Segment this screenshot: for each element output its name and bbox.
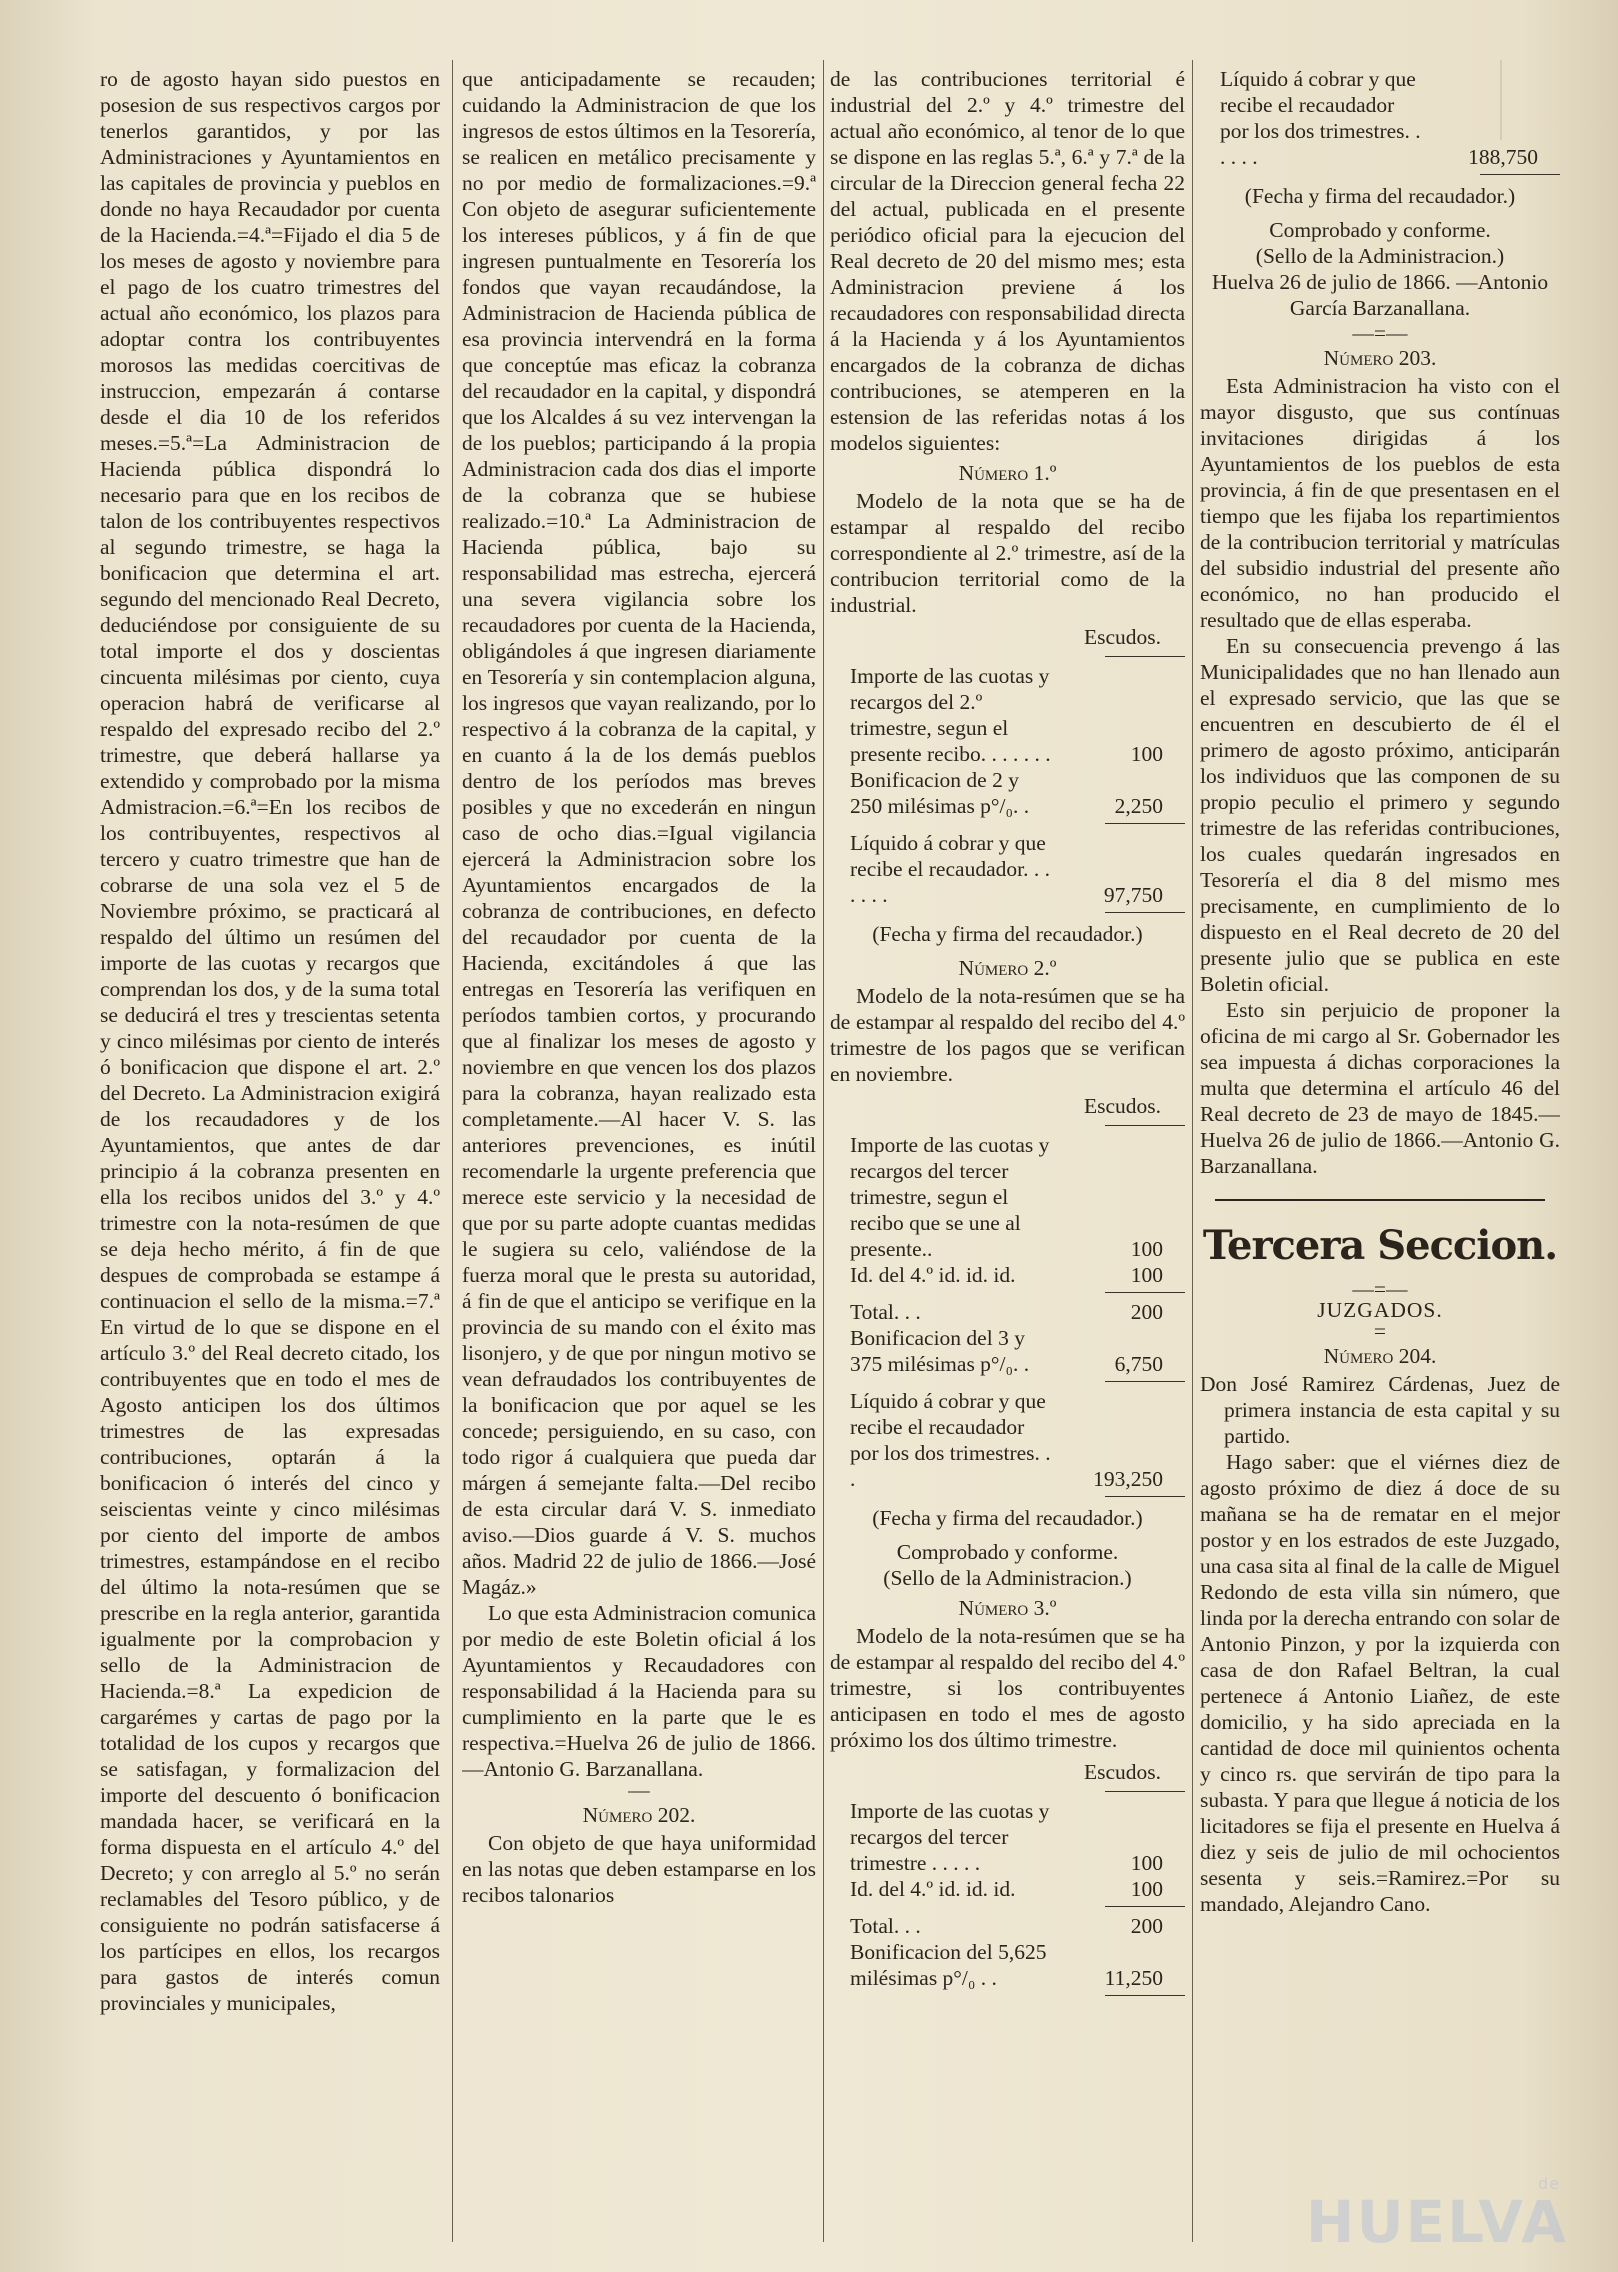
notice-number-203: Número 203. bbox=[1323, 346, 1437, 370]
model-1-row: Líquido á cobrar y que recibe el recaudador. . . . . . . 97,750 bbox=[850, 831, 1163, 907]
notice-202-text: Con objeto de que haya uniformidad en las notas que deben estamparse en los recibos talonarios bbox=[462, 1831, 816, 1907]
notice-203-text: Esta Administracion ha visto con el mayor disgusto, que sus contínuas invitaciones dirigidas á los Ayuntamientos de los pueblos de esta provincia, á fin de que presentasen en el tiempo que les fijaba los repartimientos de la contribucion territorial y matrículas del subsidio industrial del presente año económico, no han producido el resultado que de ellas esperaba. bbox=[1200, 374, 1560, 632]
currency-header: Escudos. bbox=[1083, 1094, 1161, 1118]
notice-203-text: En su consecuencia prevengo á las Municipalidades que no han llenado aun el expresado servicio, que las que se encuentren en descubierto de él el primero de agosto próximo, anticiparán los individuos que las componen de su propio peculio el primero y segundo trimestre de las referidas contribuciones, los cuales quedarán ingresados en Tesorería el dia 8 del mismo mes precisamente, en cumplimiento de lo dispuesto en el Real decreto de 20 del presente julio que se publica en este Boletin oficial. bbox=[1200, 634, 1560, 996]
date-signature: Huelva 26 de julio de 1866. —Antonio García Barzanallana. bbox=[1211, 270, 1549, 320]
column-3 bbox=[830, 66, 1185, 2252]
model-2-total: Total. . . 200 bbox=[850, 1300, 1163, 1324]
model-2-row: Líquido á cobrar y que recibe el recaudador por los dos trimestres. . . 193,250 bbox=[850, 1389, 1163, 1491]
model-1-number: Número 1.º bbox=[958, 461, 1057, 485]
administration-notice: Lo que esta Administracion comunica por medio de este Boletin oficial á los Ayuntamientos y Recaudadores con responsabilidad á la Hacienda para su cumplimiento en la parte que le es respectiva.=Huelva 26 de julio de 1866.—Antonio G. Barzanallana. bbox=[462, 1601, 816, 1781]
page-edge-mark bbox=[1500, 60, 1562, 140]
model-2-number: Número 2.º bbox=[958, 956, 1057, 980]
signature-note: (Fecha y firma del recaudador.) bbox=[872, 922, 1143, 946]
library-watermark: de HUELVA bbox=[1305, 2174, 1568, 2256]
notice-203-text: Esto sin perjuicio de proponer la oficina de mi cargo al Sr. Gobernador les sea impuesta á dichas corporaciones la multa que determina el artículo 46 del Real decreto de 23 de mayo de 1845.—Huelva 26 de julio de 1866.—Antonio G. Barzanallana. bbox=[1200, 998, 1560, 1178]
circular-continuation-text: que anticipadamente se recauden; cuidando la Administracion de que los ingresos de estos últimos en la Tesorería, se realicen en metálico precisamente y no por medio de formalizaciones.=9.ª Con objeto de asegurar suficientemente los intereses públicos, y á fin de que ingresen puntualmente en Tesorería los fondos que vayan recaudándose, la Administracion de Hacienda pública de esa provincia intervendrá en la forma que conceptúe mas eficaz la cobranza del recaudador en la capital, y dispondrá que los Alcaldes á su vez intervengan la de los pueblos; participando á la propia Administracion cada dos dias el importe de la cobranza que se hubiese realizado.=10.ª La Administracion de Hacienda pública, bajo su responsabilidad mas estrecha, ejercerá una severa vigilancia sobre los recaudadores por cuenta de la Hacienda, obligándoles á que ingresen diariamente en Tesorería y sin contemplacion alguna, los ingresos que vayan realizando, por lo respectivo á la cobranza de la capital, y en cuanto á la de los demás pueblos dentro de los períodos mas breves posibles y que no excederán en ningun caso de ocho dias.=Igual vigilancia ejercerá la Administracion sobre los Ayuntamientos encargados de la cobranza de contribuciones, en defecto del recaudador por cuenta de la Hacienda, excitándoles á que las entregas en Tesorería las verifiquen en períodos tambien cortos, y procurando que al finalizar los meses de agosto y noviembre en que vencen los dos plazos para la cobranza, hayan realizado esta completamente.—Al hacer V. S. las anteriores prevenciones, es inútil recomendarle la urgente preferencia que merece este servicio y la necesidad de que por su parte adopte cuantas medidas le sugiera su celo, valiéndose de la fuerza moral que le presta su autoridad, á fin de que el anticipo se verifique en la provincia de su mando con el éxito mas lisonjero, y de que por ningun motivo se vean defraudados los contribuyentes de la bonificacion que por aquel se les concede; persiguiendo, en su caso, con todo rigor á cualquiera que pueda dar márgen á semejante falta.—Del recibo de esta circular dará V. S. inmediato aviso.—Dios guarde á V. S. muchos años. Madrid 22 de julio de 1866.—José Magáz.» bbox=[462, 67, 816, 1599]
model-1-row: Importe de las cuotas y recargos del 2.º trimestre, segun el presente recibo. . . . . . . 100 bbox=[850, 664, 1163, 766]
column-2: que anticipadamente se recauden; cuidando la Administracion de que los ingresos de estos últimos en la Tesorería, se realicen en metálico precisamente y no por medio de formalizaciones.=9.ª Con objeto de asegurar suficientemente los intereses públicos, y á fin de que ingresen puntualmente en Tesorería los fondos que vayan recaudándose, la Administracion de Hacienda pública de esa provincia intervendrá en la forma que conceptúe mas eficaz la cobranza del recaudador en la capital, y dispondrá que los Alcaldes á su vez intervengan la de los pueblos; participando á la propia Administracion cada dos dias el importe de la cobranza que se hubiese realizado.=10.ª La Administracion de Hacienda pública, bajo su responsabilidad mas estrecha, ejercerá una severa vigilancia sobre los recaudadores por cuenta de la Hacienda, obligándoles á que ingresen diariamente en Tesorería y sin contemplacion alguna, los ingresos que vayan realizando, por lo respectivo á la cobranza de la capital, y en cuanto á la de los demás pueblos dentro de los períodos mas breves posibles y que no excederán en ningun caso de ocho dias.=Igual vigilancia ejercerá la Administracion sobre los Ayuntamientos encargados de la cobranza de contribuciones, en defecto del recaudador por cuenta de la Hacienda, excitándoles á que las entregas en Tesorería las verifiquen en períodos tambien cortos, y procurando que al finalizar los meses de agosto y noviembre en que vencen los dos plazos para la cobranza, hayan realizado esta completamente.—Al hacer V. S. las anteriores prevenciones, es inútil recomendarle la urgente preferencia que merece este servicio y la necesidad de que por su parte adopte cuantas medidas le sugiera su celo, valiéndose de la fuerza moral que le presta su autoridad, á fin de que el anticipo se verifique en la provincia de su mando con el éxito mas lisonjero, y de que por ningun motivo se vean defraudados los contribuyentes de la bonificacion que por aquel se les concede; persiguiendo, en su caso, con todo rigor á cualquiera que pueda dar márgen á semejante falta.—Del recibo de esta circular dará V. S. inmediato aviso.—Dios guarde á V. S. muchos años. Madrid 22 de julio de 1866.—José Magáz.» Lo que esta Administracion comunica por medio de este Boletin oficial á los Ayuntamientos y Recaudadores con responsabilidad á la Hacienda para su cumplimiento en la parte que le es respectiva.=Huelva 26 de julio de 1866.—Antonio G. Barzanallana. — Número 202. Con objeto de que haya uniformidad en las notas que deben estamparse en los recibos talonarios bbox=[462, 67, 816, 1907]
verified-note: Comprobado y conforme. bbox=[896, 1540, 1119, 1564]
column-divider bbox=[1192, 60, 1193, 2242]
model-2-row: Importe de las cuotas y recargos del tercer trimestre, segun el recibo que se une al presente.. 100 bbox=[850, 1133, 1163, 1261]
model-1-title: Modelo de la nota que se ha de estampar al respaldo del recibo correspondiente al 2.º trimestre, así de la contribucion territorial como de la industrial. bbox=[830, 489, 1185, 617]
column-divider bbox=[452, 60, 453, 2242]
model-1-row: Bonificacion de 2 y 250 milésimas p°/₀. . 2,250 bbox=[850, 768, 1163, 818]
column-divider bbox=[823, 60, 824, 2242]
model-3-row: Importe de las cuotas y recargos del tercer trimestre . . . . . 100 bbox=[850, 1799, 1163, 1875]
column-1 bbox=[100, 66, 440, 2252]
signature-note: (Fecha y firma del recaudador.) bbox=[1244, 184, 1516, 208]
column-4: Líquido á cobrar y que recibe el recaudador por los dos trimestres. . . . . . 188,750 (Fecha y firma del recaudador.) Comprobado y conforme. (Sello de la Administracion.) Huelva 26 de julio de 1866. —Antonio García Barzanallana. —=— Número 203. Esta Administracion ha visto con el mayor disgusto, que sus contínuas invitaciones dirigidas á los Ayuntamientos de los pueblos de esta provincia, á fin de que presentasen en el tiempo que les fijaba los repartimientos de la contribucion territorial y matrículas del subsidio industrial del presente año económico, no han producido el resultado que de ellas esperaba. En su consecuencia prevengo á las Municipalidades que no han llenado aun el expresado servicio, que las que se encuentren en descubierto de él el primero de agosto próximo, anticiparán los individuos que las componen de su propio peculio el primero y segundo trimestre de las referidas contribuciones, los cuales quedarán ingresados en Tesorería el dia 8 del mismo mes precisamente, en cumplimiento de lo dispuesto en el Real decreto de 20 del presente julio que se publica en este Boletin oficial. Esto sin perjuicio de proponer la oficina de mi cargo al Sr. Gobernador les sea impuesta á dichas corporaciones la multa que determina el artículo 46 del Real decreto de 23 de mayo de 1845.—Huelva 26 de julio de 1866.—Antonio G. Barzanallana. Tercera Seccion. —=— JUZGADOS. = Número 204. Don José Ramirez Cárdenas, Juez de primera instancia de esta capital y su partido. Hago saber: que el viérnes diez de agosto próximo de diez á doce de su mañana se ha de rematar en el mejor postor y en los estrados de este Juzgado, una casa sita al final de la calle de Miguel Redondo de esta villa sin número, que linda por la derecha entrando con solar de Antonio Pinzon, y por la izquierda con casa de don Rafael Beltran, la cual pertenece á Antonio Liañez, de este domicilio, y ha sido apreciada en la cantidad de doce mil quinientos ochenta y cinco rs. que servirán de tipo para la subasta. Y para que llegue á noticia de los licitadores se fija el presente en Huelva á diez y seis de julio de mil ochocientos sesenta y seis.=Ramirez.=Por su mandado, Alejandro Cano. bbox=[1200, 67, 1560, 1916]
model-3-row: Id. del 4.º id. id. id. 100 bbox=[850, 1877, 1163, 1901]
seal-note: (Sello de la Administracion.) bbox=[1255, 244, 1505, 268]
signature-note: (Fecha y firma del recaudador.) bbox=[872, 1506, 1143, 1530]
currency-header: Escudos. bbox=[1083, 1760, 1161, 1784]
notice-number-204: Número 204. bbox=[1323, 1344, 1437, 1368]
judge-heading: Don José Ramirez Cárdenas, Juez de primera instancia de esta capital y su partido. bbox=[1200, 1372, 1560, 1448]
model-3-row: Líquido á cobrar y que recibe el recaudador por los dos trimestres. . . . . . 188,750 bbox=[1220, 67, 1538, 169]
model-2-row: Bonificacion del 3 y 375 milésimas p°/₀. . 6,750 bbox=[850, 1326, 1163, 1376]
notice-number-202: Número 202. bbox=[582, 1803, 696, 1827]
currency-header: Escudos. bbox=[1083, 625, 1161, 649]
model-3-title: Modelo de la nota-resúmen que se ha de estampar al respaldo del recibo del 4.º trimestre, si los contribuyentes anticipasen en todo el mes de agosto próximo los dos último trimestre. bbox=[830, 1624, 1185, 1752]
circular-rules-text: ro de agosto hayan sido puestos en posesion de sus respectivos cargos por tenerlos garantidos, y por las Administraciones y Ayuntamientos en las capitales de provincia y pueblos en donde no haya Recaudador por cuenta de la Hacienda.=4.ª=Fijado el dia 5 de los meses de agosto y noviembre para el pago de los cuatro trimestres del actual año económico, los plazos para adoptar contra los contribuyentes morosos las medidas coercitivas de instruccion, empezarán á contarse desde el dia 10 de los referidos meses.=5.ª=La Administracion de Hacienda pública dispondrá lo necesario para que en los recibos de talon de los contribuyentes respectivos al segundo trimestre, se haga la bonificacion que determina el art. segundo del mencionado Real Decreto, deduciéndose por consiguiente de su total importe el dos y doscientas cincuenta milésimas por ciento, cuya operacion habrá de verificarse al respaldo del expresado recibo del 2.º trimestre, que deberá hallarse ya extendido y comprobado por la misma Admistracion.=6.ª=En los recibos de los contribuyentes, respectivos al tercero y cuatro trimestre que han de cobrarse de una sola vez el 5 de Noviembre próximo, se practicará al respaldo del último un resúmen del importe de las cuotas y recargos que comprendan los dos, y de la suma total se deducirá el tres y trescientas setenta y cinco milésimas por ciento de interés ó bonificacion que dispone el art. 2.º del Decreto. La Administracion exigirá de los recaudadores y de los Ayuntamientos, que antes de dar principio á la cobranza presenten en ella los recibos unidos del 3.º y 4.º trimestre con la nota-resúmen de que se deja hecho mérito, á fin de que despues de comprobada se estampe á continuacion el sello de la misma.=7.ª En virtud de lo que se dispone en el artículo 3.º del Real decreto citado, los contribuyentes que en todo el mes de Agosto anticipen los dos últimos trimestres de las expresadas contribuciones, optarán á la bonificacion ó interés del cinco y seiscientas veinte y cinco milésimas por ciento del importe de ambos trimestres, estampándose en el recibo del último la nota-resúmen que se prescribe en la regla anterior, garantida igualmente por la comprobacion y sello de la Administracion de Hacienda.=8.ª La expedicion de cargarémes y cartas de pago por la totalidad de los cupos y recargos que se satisfagan, y formalizacion del importe del descuento ó bonificacion mandada hacer, se verificará en la forma dispuesta en el artículo 4.º del Decreto; y con arreglo al 5.º no serán reclamables del Tesoro público, y de consiguiente no podrán satisfacerse á los partícipes en ellos, los recargos para gastos de interés comun provinciales y municipales, bbox=[100, 67, 440, 2015]
model-2-row: Id. del 4.º id. id. id. 100 bbox=[850, 1263, 1163, 1287]
notice-204-text: Hago saber: que el viérnes diez de agosto próximo de diez á doce de su mañana se ha de rematar en el mejor postor y en los estrados de este Juzgado, una casa sita al final de la calle de Miguel Redondo de esta villa sin número, que linda por la derecha entrando con solar de Antonio Pinzon, y por la izquierda con casa de don Rafael Beltran, la cual pertenece á Antonio Liañez, de este domicilio, y ha sido apreciada en la cantidad de doce mil quinientos ochenta y cinco rs. que servirán de tipo para la subasta. Y para que llegue á noticia de los licitadores se fija el presente en Huelva á diez y seis de julio de mil ochocientos sesenta y seis.=Ramirez.=Por su mandado, Alejandro Cano. bbox=[1200, 1450, 1560, 1916]
notice-202-continuation: de las contribuciones territorial é industrial del 2.º y 4.º trimestre del actual año económico, al tenor de lo que se dispone en las reglas 5.ª, 6.ª y 7.ª de la circular de la Direccion general fecha 22 del actual, publicada en el presente periódico oficial para la ejecucion del Real decreto de 20 del mismo mes; esta Administracion previene á los recaudadores con responsabilidad directa á la Hacienda y á los Ayuntamientos encargados de la cobranza de dichas contribuciones, se atemperen en la estension de las referidas notas á los modelos siguientes: bbox=[830, 67, 1185, 455]
subsection-heading: JUZGADOS. bbox=[1317, 1298, 1443, 1322]
model-2-title: Modelo de la nota-resúmen que se ha de estampar al respaldo del recibo del 4.º trimestre de los pagos que se verifican en noviembre. bbox=[830, 984, 1185, 1086]
section-divider bbox=[1215, 1199, 1545, 1201]
verified-note: Comprobado y conforme. bbox=[1269, 218, 1491, 242]
model-3-row: Bonificacion del 5,625 milésimas p°/₀ . . 11,250 bbox=[850, 1940, 1163, 1990]
seal-note: (Sello de la Administracion.) bbox=[883, 1566, 1132, 1590]
model-3-number: Número 3.º bbox=[958, 1596, 1057, 1620]
model-3-total: Total. . . 200 bbox=[850, 1914, 1163, 1938]
section-title: Tercera Seccion. bbox=[1202, 1222, 1558, 1269]
